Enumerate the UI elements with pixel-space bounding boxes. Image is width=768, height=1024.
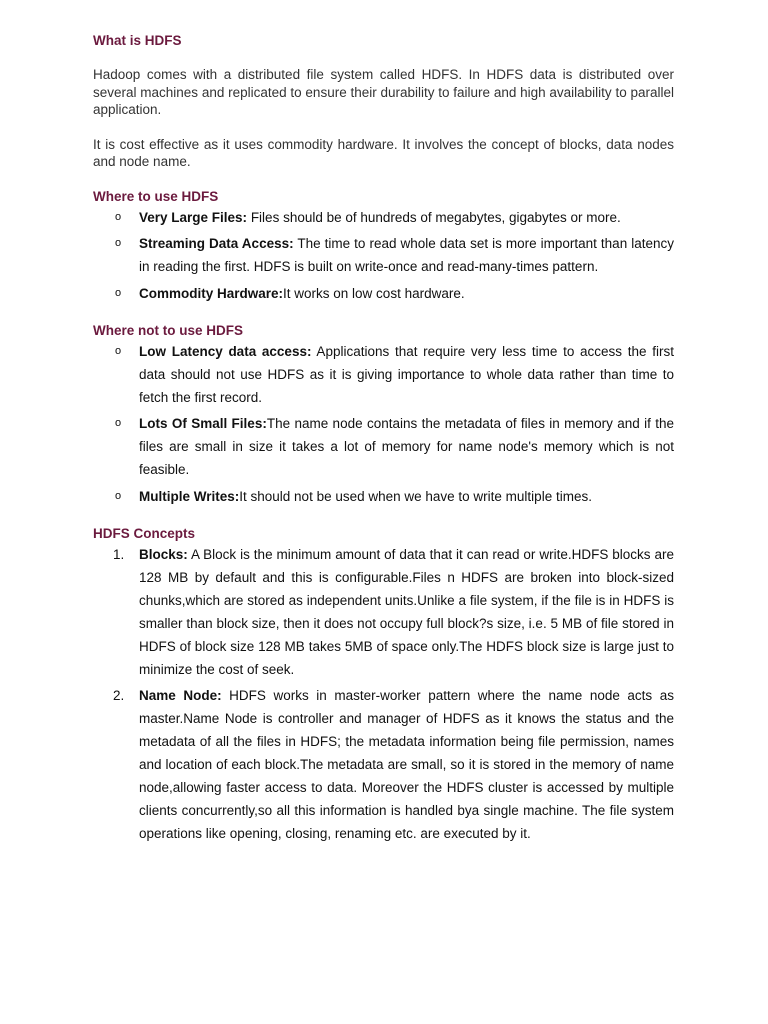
- list-item: [93, 485, 674, 508]
- list-item-text: The name node contains the metadata of files in memory and if the files are small in size it takes a lot of memory for name node's memory which is not feasible.: [139, 416, 674, 477]
- heading-where-not-to-use: Where not to use HDFS: [93, 322, 244, 338]
- list-item-text: It works on low cost hardware.: [283, 285, 465, 301]
- bullet-circle-icon: o: [115, 417, 122, 429]
- list-item-text: HDFS works in master-worker pattern where the name node acts as master.Name Node is controller and manager of HDFS as it knows the status and the metadata of all the files in HDFS; the metadata information being file permission, names and location of each block.The metadata are small, so it is stored in the memory of name node,allowing faster access to data. Moreover the HDFS cluster is accessed by multiple clients concurrently,so all this information is handled bya single machine. The file system operations like opening, closing, renaming etc. are executed by it.: [139, 688, 675, 841]
- list-number: 2.: [113, 688, 125, 703]
- list-item-term: Low Latency data access:: [139, 343, 312, 359]
- list-item-term: Name Node:: [139, 688, 222, 703]
- list-item-term: Commodity Hardware:: [139, 285, 284, 301]
- list-where-not-to-use: [93, 340, 674, 508]
- list-item: [93, 543, 674, 681]
- paragraph-hdfs-cost: It is cost effective as it uses commodity hardware. It involves the concept of blocks, data nodes and node name.: [93, 136, 674, 169]
- heading-what-is-hdfs: What is HDFS: [93, 33, 182, 48]
- bullet-circle-icon: o: [115, 286, 122, 299]
- list-item-term: Multiple Writes:: [139, 488, 240, 504]
- bullet-circle-icon: o: [115, 344, 122, 357]
- list-item: [93, 412, 674, 481]
- paragraph-hdfs-intro: Hadoop comes with a distributed file system called HDFS. In HDFS data is distributed over several machines and replicated to ensure their durability to failure and high availability to parallel application.: [93, 67, 674, 117]
- list-where-to-use: [93, 206, 674, 305]
- bullet-circle-icon: o: [115, 489, 122, 502]
- list-item-term: Blocks:: [139, 546, 188, 562]
- list-hdfs-concepts: [93, 543, 674, 846]
- list-item: [93, 684, 674, 845]
- list-item-term: Lots Of Small Files:: [139, 416, 267, 431]
- list-item: [93, 282, 674, 305]
- list-item-text: It should not be used when we have to write multiple times.: [239, 488, 592, 504]
- list-item-term: Very Large Files:: [139, 209, 248, 225]
- bullet-circle-icon: o: [115, 210, 122, 223]
- list-item: [93, 232, 674, 278]
- list-item: [93, 340, 674, 409]
- list-item-term: Streaming Data Access:: [139, 236, 294, 251]
- list-number: 1.: [113, 546, 125, 562]
- list-item-text: The time to read whole data set is more important than latency in reading the first. HDFS is built on write-once and read-many-times pattern.: [139, 236, 674, 274]
- heading-hdfs-concepts: HDFS Concepts: [93, 525, 196, 541]
- heading-where-to-use: Where to use HDFS: [93, 188, 219, 204]
- list-item-text: A Block is the minimum amount of data that it can read or write.HDFS blocks are 128 MB by default and this is configurable.Files n HDFS are broken into block-sized chunks,which are stored as independent units.Unlike a file system, if the file is in HDFS is smaller than block size, then it does not occupy full block?s size, i.e. 5 MB of file stored in HDFS of block size 128 MB takes 5MB of space only.The HDFS block size is large just to minimize the cost of seek.: [139, 546, 674, 677]
- list-item-text: Applications that require very less time to access the first data should not use HDFS as it is giving importance to whole data rather than time to fetch the first record.: [139, 343, 674, 405]
- bullet-circle-icon: o: [115, 237, 122, 249]
- list-item: [93, 206, 674, 229]
- list-item-text: Files should be of hundreds of megabytes, gigabytes or more.: [247, 209, 621, 225]
